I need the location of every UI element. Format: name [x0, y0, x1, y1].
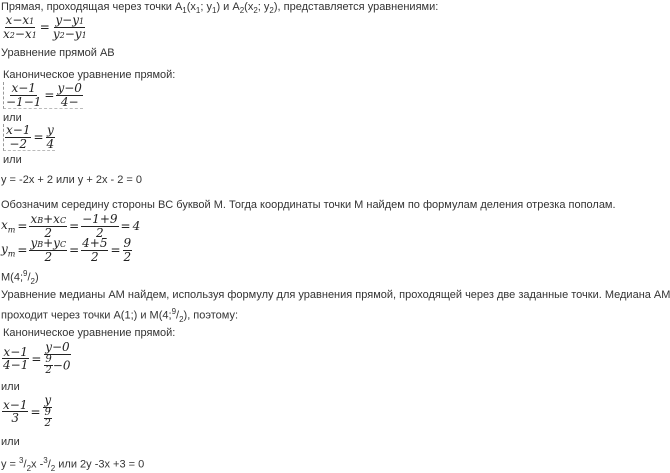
line-ab-result: y = -2x + 2 или y + 2x - 2 = 0	[1, 174, 142, 186]
text-or: или	[1, 436, 20, 448]
fraction: $\frac{y-y1}{y2-y1}$	[52, 13, 87, 41]
equation-simplified-ab: $\frac{x-1}{-2}$ = $\frac{y}{4}$	[3, 124, 55, 151]
text: ), представляется уравнениями:	[273, 1, 439, 13]
point-m: $M(4;^9/_2)$	[1, 269, 39, 286]
median-result: $y = ^3/_2x$ $-^3/_2$ или 2y -3x +3 = 0	[1, 456, 145, 473]
text: 2	[239, 6, 245, 16]
text: Прямая, проходящая через точки A	[1, 1, 183, 13]
equation-canonical-am: $\frac{x-1}{4-1}$ = y−0 $\frac{9}{2}$ −0	[3, 340, 71, 377]
equation-canonical-ab: $\frac{x-1}{-1-1}$ = $\frac{y-0}{4-}$	[3, 82, 83, 109]
text: 2	[269, 6, 274, 16]
text: (x	[186, 1, 196, 13]
equation-simplified-am: $\frac{x-1}{3}$ = $\frac{y}{\frac{9}{2}}$	[3, 393, 52, 430]
heading-line-ab: Уравнение прямой AB	[1, 47, 115, 59]
text: ) и A	[216, 1, 240, 13]
fraction: $\frac{x-x1}{x2-x1}$	[3, 13, 37, 41]
text-or: или	[3, 154, 22, 166]
median-text: Уравнение медианы AM найдем, используя формулу для уравнения прямой, проходящей через две заданные точки. Медиана AM	[1, 289, 670, 301]
equation-ym: $y_m$ = $\frac{yB+yC}{2}$ = $\frac{4+5}{2}$ = $\frac{9}{2}$	[1, 236, 132, 264]
midpoint-text: Обозначим середину стороны BC буквой M. Тогда координаты точки M найдем по формулам деления отрезка пополам.	[1, 199, 616, 211]
text: 1	[212, 6, 217, 16]
text: ; y	[257, 1, 270, 13]
equation-xm: $x_m$ = $\frac{xB+xC}{2}$ = $\frac{-1+9}{2}$ = 4	[1, 212, 141, 240]
heading-canonical: Каноническое уравнение прямой:	[3, 327, 176, 339]
text: 1	[195, 6, 201, 16]
text: ; y	[200, 1, 212, 13]
equation-two-point: $\frac{x-x1}{x2-x1}$ = $\frac{y-y1}{y2-y1}$	[3, 13, 87, 41]
heading-canonical: Каноническое уравнение прямой:	[3, 69, 176, 81]
text-or: или	[3, 112, 22, 124]
text: 2	[253, 6, 258, 16]
text: 1	[182, 6, 187, 16]
text: (x	[244, 1, 254, 13]
text-or: или	[1, 381, 20, 393]
median-points-text: проходит через точки A(1;) и $M(4;^9/_2)$, поэтому:	[1, 307, 239, 324]
